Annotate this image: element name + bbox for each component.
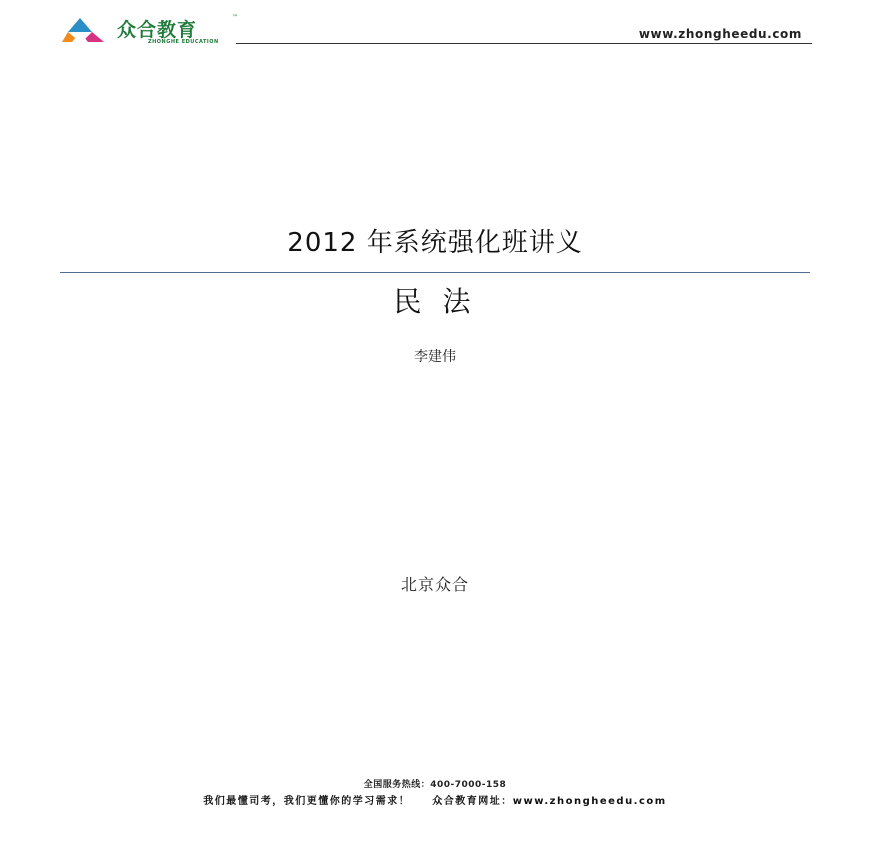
logo-trademark: ™ xyxy=(232,14,238,21)
logo-subtitle: ZHONGHE EDUCATION xyxy=(148,39,219,45)
document-author: 李建伟 xyxy=(414,349,456,365)
logo-triangles-icon xyxy=(62,16,118,42)
document-subject: 民 法 xyxy=(393,285,477,318)
brand-logo xyxy=(62,12,242,46)
document-publisher: 北京众合 xyxy=(400,575,469,594)
footer-hotline: 全国服务热线：400-7000-158 xyxy=(363,780,507,790)
footer-site-label: 众合教育网址：www.zhongheedu.com xyxy=(432,796,667,807)
header-divider xyxy=(236,43,812,44)
header-website: www.zhongheedu.com xyxy=(638,27,802,41)
footer-slogan-line xyxy=(0,792,870,807)
document-title: 2012 年系统强化班讲义 xyxy=(287,228,583,258)
footer-slogan: 我们最懂司考，我们更懂你的学习需求！ xyxy=(203,796,411,807)
title-divider xyxy=(60,272,810,273)
logo-text: 众合教育 xyxy=(117,19,198,41)
